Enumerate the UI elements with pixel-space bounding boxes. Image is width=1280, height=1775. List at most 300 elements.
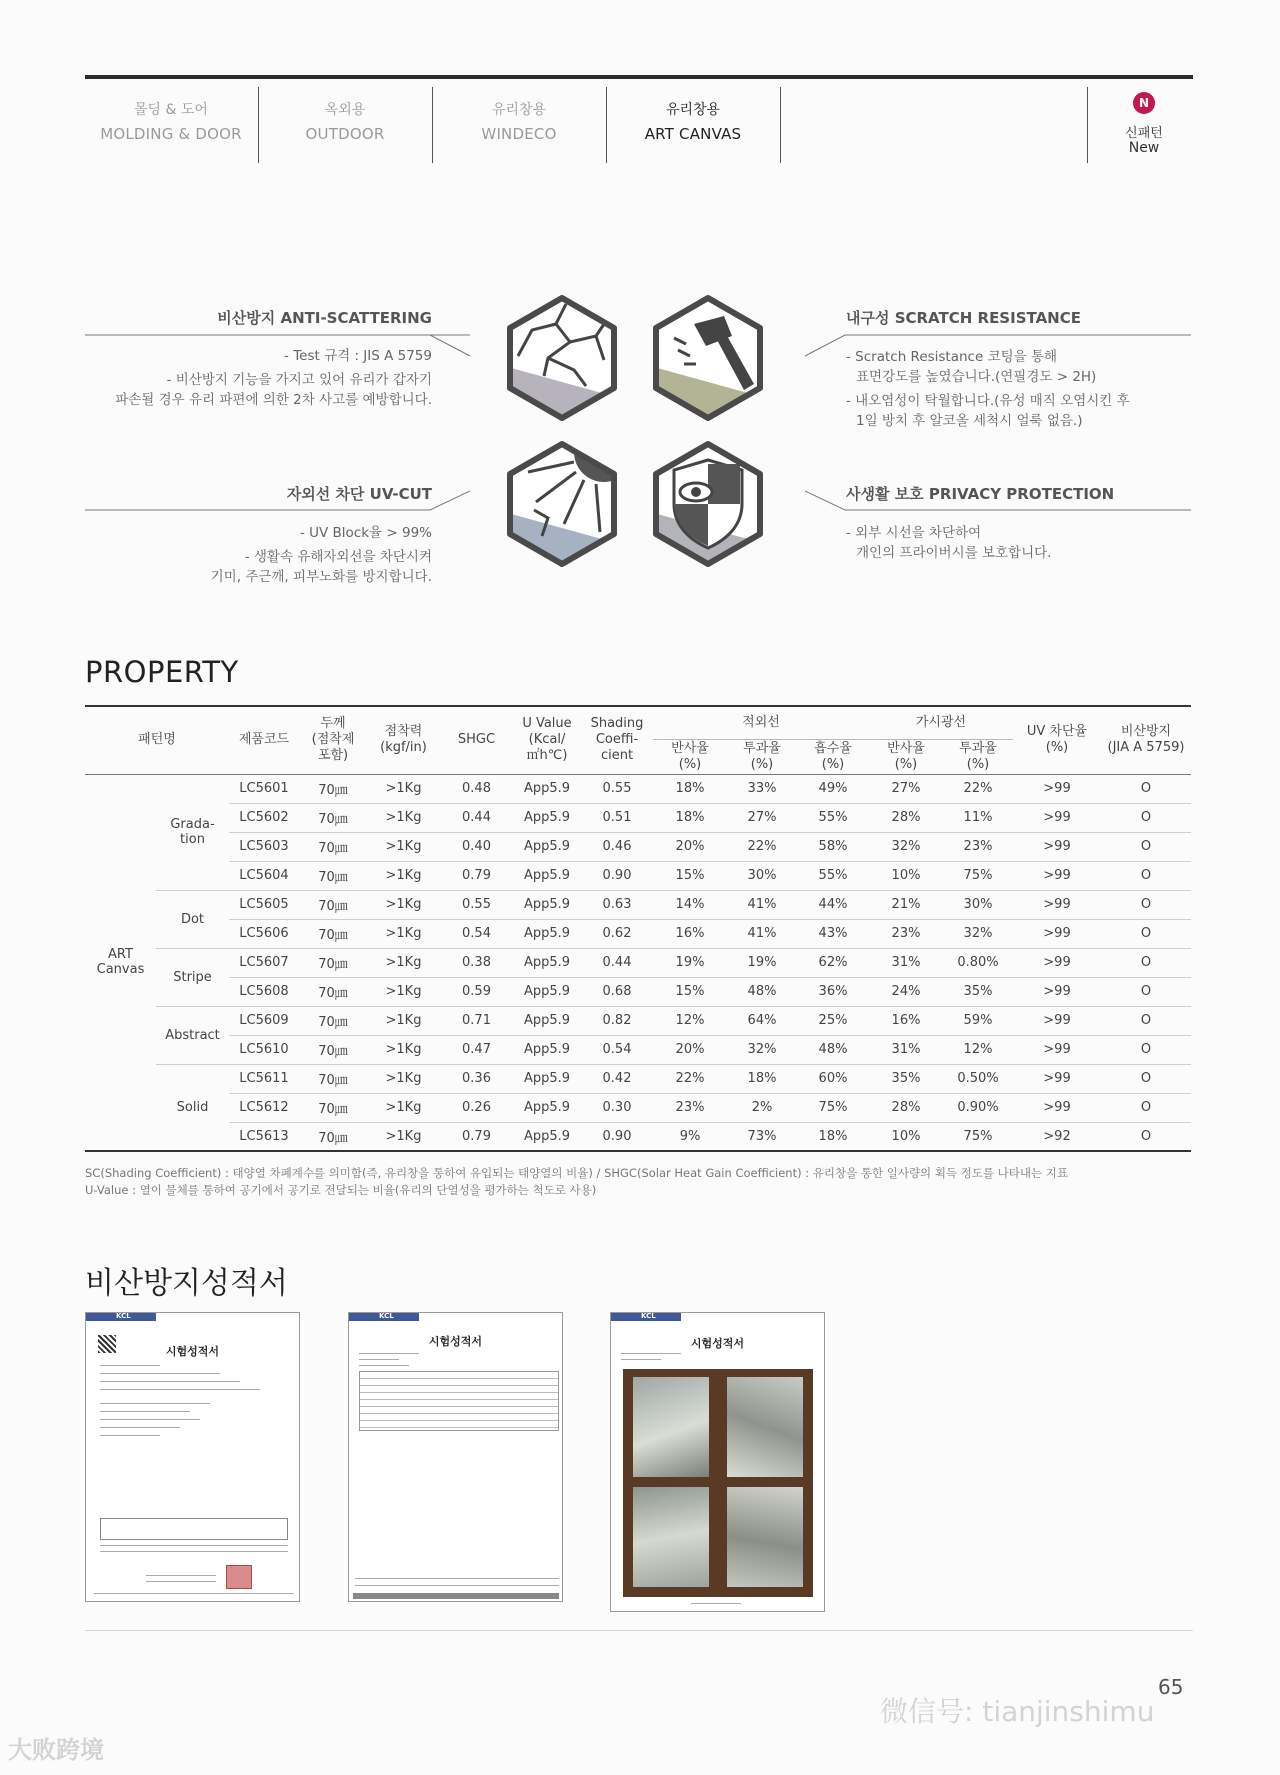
table-cell: 35%: [943, 977, 1013, 1006]
tab-label-en: ART CANVAS: [644, 125, 742, 143]
feature-title-uv-cut: 자외선 차단 UV-CUT: [286, 485, 432, 503]
feature-title-anti-scattering: 비산방지 ANTI-SCATTERING: [217, 309, 432, 327]
table-cell: 70㎛: [299, 1122, 367, 1151]
table-cell: >1Kg: [367, 948, 440, 977]
header-text: U Value: [522, 716, 572, 732]
table-cell: >92: [1013, 1122, 1101, 1151]
table-cell: 55%: [797, 861, 869, 890]
doc-line: [100, 1551, 288, 1552]
col-header-ir-reflect: [653, 739, 727, 774]
table-cell: >99: [1013, 919, 1101, 948]
col-group-infrared: [653, 706, 869, 739]
header-text: cient: [600, 748, 634, 764]
header-text: ㎡h℃): [526, 748, 568, 764]
table-cell: 27%: [869, 774, 943, 803]
table-cell: LC5602: [229, 803, 299, 832]
test-photo: [727, 1487, 803, 1587]
table-cell: 62%: [797, 948, 869, 977]
header-text: 두께: [320, 716, 346, 732]
table-cell: 28%: [869, 803, 943, 832]
table-cell: LC5603: [229, 832, 299, 861]
table-cell: App5.9: [513, 977, 581, 1006]
feature-desc-anti-scattering: [115, 346, 432, 410]
tab-art-canvas[interactable]: [607, 87, 779, 163]
col-header-thickness: [299, 706, 367, 774]
table-row: [85, 774, 1191, 803]
table-cell: LC5606: [229, 919, 299, 948]
tab-molding-door[interactable]: [85, 87, 257, 163]
table-cell: O: [1101, 832, 1191, 861]
new-pattern-label-en[interactable]: New: [1128, 140, 1160, 156]
table-cell: 43%: [797, 919, 869, 948]
pattern-group-label: tion: [180, 832, 205, 847]
table-footnotes: [85, 1165, 1068, 1199]
category-cell: [85, 774, 156, 1151]
sun-uv-icon: [504, 440, 620, 568]
certificate-logo: KCL: [379, 1312, 394, 1320]
table-cell: 0.26: [440, 1093, 513, 1122]
table-cell: 0.55: [440, 890, 513, 919]
tab-label-ko: 몰딩 & 도어: [134, 102, 208, 118]
table-cell: App5.9: [513, 1093, 581, 1122]
header-text: (%): [894, 756, 918, 772]
table-cell: 23%: [653, 1093, 727, 1122]
table-cell: 0.68: [581, 977, 653, 1006]
table-cell: 22%: [653, 1064, 727, 1093]
doc-line: [100, 1373, 220, 1374]
table-cell: App5.9: [513, 774, 581, 803]
header-text: (%): [966, 756, 990, 772]
pattern-group-cell: [156, 774, 229, 890]
tab-divider: [1087, 87, 1088, 163]
table-cell: >1Kg: [367, 1035, 440, 1064]
col-header-ir-absorb: [797, 739, 869, 774]
table-row: [85, 890, 1191, 919]
table-cell: >1Kg: [367, 803, 440, 832]
table-cell: 58%: [797, 832, 869, 861]
table-cell: 33%: [727, 774, 797, 803]
col-group-visible: [869, 706, 1013, 739]
pattern-group-label: Stripe: [173, 969, 212, 985]
certificate-thumbnail-3[interactable]: [610, 1312, 825, 1612]
pattern-group-cell: [156, 1006, 229, 1064]
table-cell: 9%: [653, 1122, 727, 1151]
table-cell: 0.71: [440, 1006, 513, 1035]
table-cell: LC5611: [229, 1064, 299, 1093]
table-cell: O: [1101, 1064, 1191, 1093]
certificate-logo: KCL: [641, 1312, 656, 1320]
property-table: [85, 705, 1191, 1152]
pattern-group-label: Abstract: [165, 1027, 220, 1043]
table-cell: 0.50%: [943, 1064, 1013, 1093]
table-cell: App5.9: [513, 803, 581, 832]
col-header-shgc: [440, 706, 513, 774]
pattern-group-cell: [156, 948, 229, 1006]
header-text: (%): [821, 756, 845, 772]
certificate-thumbnail-2[interactable]: [348, 1312, 563, 1602]
doc-line: [100, 1389, 260, 1390]
table-cell: 11%: [943, 803, 1013, 832]
table-cell: 10%: [869, 1122, 943, 1151]
table-cell: 32%: [727, 1035, 797, 1064]
table-cell: 32%: [943, 919, 1013, 948]
table-cell: 70㎛: [299, 861, 367, 890]
doc-line: [359, 1359, 399, 1360]
table-cell: 12%: [943, 1035, 1013, 1064]
feature-desc-line: - 생활속 유해자외선을 차단시켜: [244, 549, 432, 565]
pattern-group-label: Dot: [180, 911, 205, 927]
doc-line: [100, 1403, 210, 1404]
table-cell: 70㎛: [299, 803, 367, 832]
table-cell: O: [1101, 890, 1191, 919]
col-header-code: [229, 706, 299, 774]
table-cell: 0.42: [581, 1064, 653, 1093]
table-cell: 0.82: [581, 1006, 653, 1035]
doc-line: [359, 1353, 419, 1354]
results-table: [359, 1371, 559, 1431]
table-cell: 0.55: [581, 774, 653, 803]
table-cell: O: [1101, 1006, 1191, 1035]
category-label: ART: [108, 947, 133, 963]
table-cell: 2%: [727, 1093, 797, 1122]
table-cell: App5.9: [513, 919, 581, 948]
pattern-group-label: Grada-: [170, 817, 215, 832]
doc-line: [691, 1603, 741, 1604]
table-cell: 70㎛: [299, 1006, 367, 1035]
table-cell: >99: [1013, 774, 1101, 803]
table-cell: O: [1101, 948, 1191, 977]
feature-title-privacy-protection: 사생활 보호 PRIVACY PROTECTION: [846, 485, 1115, 503]
tab-divider: [780, 87, 781, 163]
tab-label-en: WINDECO: [481, 125, 557, 143]
table-cell: 60%: [797, 1064, 869, 1093]
pattern-group-label: Solid: [176, 1099, 209, 1115]
table-cell: 0.36: [440, 1064, 513, 1093]
table-cell: LC5605: [229, 890, 299, 919]
col-header-vis-transmit: [943, 739, 1013, 774]
table-cell: >1Kg: [367, 1093, 440, 1122]
table-cell: 0.46: [581, 832, 653, 861]
table-cell: O: [1101, 919, 1191, 948]
section-heading-certificates: 비산방지성적서: [85, 1266, 288, 1301]
signature-table: [100, 1518, 288, 1540]
table-cell: 0.63: [581, 890, 653, 919]
table-cell: 0.79: [440, 1122, 513, 1151]
table-cell: 75%: [943, 861, 1013, 890]
table-cell: 30%: [727, 861, 797, 890]
table-cell: >99: [1013, 1006, 1101, 1035]
table-cell: 70㎛: [299, 832, 367, 861]
doc-line: [146, 1581, 216, 1582]
official-seal-icon: [226, 1565, 252, 1589]
table-cell: 55%: [797, 803, 869, 832]
table-cell: 23%: [869, 919, 943, 948]
tab-label-ko: 유리창용: [665, 102, 721, 118]
feature-desc-line: - UV Block율 > 99%: [299, 525, 432, 541]
table-cell: 12%: [653, 1006, 727, 1035]
table-cell: LC5604: [229, 861, 299, 890]
col-header-vis-reflect: [869, 739, 943, 774]
doc-line: [100, 1381, 240, 1382]
feature-desc-uv-cut: [211, 523, 432, 587]
table-cell: 22%: [727, 832, 797, 861]
table-cell: App5.9: [513, 1064, 581, 1093]
table-cell: 28%: [869, 1093, 943, 1122]
table-cell: 70㎛: [299, 774, 367, 803]
certificate-thumbnail-1[interactable]: [85, 1312, 300, 1602]
table-row: [85, 1064, 1191, 1093]
table-cell: 19%: [727, 948, 797, 977]
certificate-title: 시험성적서: [690, 1337, 745, 1350]
feature-desc-line: 1일 방치 후 알코올 세척시 얼룩 없음.): [856, 413, 1083, 429]
col-header-anti-scatter: [1101, 706, 1191, 774]
table-cell: 36%: [797, 977, 869, 1006]
table-cell: 31%: [869, 1035, 943, 1064]
header-text: SHGC: [457, 732, 496, 748]
table-cell: >99: [1013, 948, 1101, 977]
doc-line: [100, 1419, 200, 1420]
header-text: 투과율: [743, 740, 781, 756]
feature-desc-line: - 비산방지 기능을 가지고 있어 유리가 갑자기: [166, 372, 432, 388]
header-text: Shading: [590, 716, 644, 732]
table-cell: 20%: [653, 1035, 727, 1064]
header-text: UV 차단율: [1026, 724, 1088, 740]
test-photo: [633, 1377, 709, 1477]
test-photo: [727, 1377, 803, 1477]
table-cell: 18%: [797, 1122, 869, 1151]
table-cell: 0.90: [581, 1122, 653, 1151]
table-cell: O: [1101, 774, 1191, 803]
table-cell: 0.38: [440, 948, 513, 977]
col-header-pattern: [85, 706, 229, 774]
table-cell: 48%: [727, 977, 797, 1006]
table-cell: 75%: [797, 1093, 869, 1122]
doc-line: [359, 1365, 409, 1366]
feature-desc-scratch: [846, 347, 1130, 431]
table-cell: 70㎛: [299, 1064, 367, 1093]
doc-line: [355, 1578, 559, 1579]
table-cell: >1Kg: [367, 832, 440, 861]
header-text: (%): [750, 756, 774, 772]
header-text: 흡수율: [814, 740, 852, 756]
table-cell: O: [1101, 1035, 1191, 1064]
table-cell: >1Kg: [367, 1006, 440, 1035]
header-text: 제품코드: [238, 732, 290, 748]
footnote-line: SC(Shading Coefficient) : 태양열 차폐계수를 의미함(즉, 유리창을 통하여 유입되는 태양열의 비율) / SHGC(Solar Heat Gain Coefficient) : 유리창을 통한 일사량의 획득 정도를 나타내는 지표: [85, 1166, 1068, 1180]
cracked-glass-icon: [504, 294, 620, 422]
table-cell: LC5612: [229, 1093, 299, 1122]
table-cell: >1Kg: [367, 1064, 440, 1093]
col-header-adhesion: [367, 706, 440, 774]
table-cell: 0.80%: [943, 948, 1013, 977]
table-cell: 21%: [869, 890, 943, 919]
table-cell: LC5607: [229, 948, 299, 977]
table-cell: O: [1101, 977, 1191, 1006]
table-cell: 0.59: [440, 977, 513, 1006]
table-cell: 15%: [653, 861, 727, 890]
table-cell: 0.30: [581, 1093, 653, 1122]
table-cell: >99: [1013, 977, 1101, 1006]
table-cell: 0.54: [440, 919, 513, 948]
table-cell: 32%: [869, 832, 943, 861]
table-cell: 19%: [653, 948, 727, 977]
header-text: (Kcal/: [528, 732, 566, 748]
doc-line: [100, 1411, 190, 1412]
hammer-icon: [650, 294, 766, 422]
table-row: [85, 1093, 1191, 1122]
certificate-logo: KCL: [116, 1312, 131, 1320]
test-photo: [633, 1487, 709, 1587]
col-header-uv-block: [1013, 706, 1101, 774]
header-text: 반사율: [887, 740, 925, 756]
table-cell: LC5609: [229, 1006, 299, 1035]
doc-line: [100, 1365, 160, 1366]
page-number: 65: [1158, 1675, 1184, 1699]
table-cell: >99: [1013, 1035, 1101, 1064]
table-cell: App5.9: [513, 832, 581, 861]
feature-desc-line: - 내오염성이 탁월합니다.(유성 매직 오염시킨 후: [846, 393, 1130, 409]
table-cell: 18%: [653, 774, 727, 803]
table-cell: 18%: [727, 1064, 797, 1093]
table-cell: App5.9: [513, 1035, 581, 1064]
table-cell: 18%: [653, 803, 727, 832]
table-cell: O: [1101, 803, 1191, 832]
table-cell: O: [1101, 1122, 1191, 1151]
table-cell: 41%: [727, 919, 797, 948]
eye-privacy-icon: [650, 440, 766, 568]
table-cell: >99: [1013, 803, 1101, 832]
table-cell: >99: [1013, 832, 1101, 861]
new-badge-icon: N: [1133, 92, 1155, 114]
header-text: (kgf/in): [380, 740, 427, 756]
feature-desc-line: - Test 규격 : JIS A 5759: [284, 348, 432, 364]
pattern-group-cell: [156, 1064, 229, 1151]
header-text: 가시광선: [915, 714, 967, 730]
doc-line: [100, 1435, 160, 1436]
table-cell: App5.9: [513, 861, 581, 890]
table-cell: 0.90%: [943, 1093, 1013, 1122]
doc-line: [100, 1427, 180, 1428]
table-cell: 16%: [653, 919, 727, 948]
doc-line: [100, 1545, 288, 1546]
feature-desc-line: 표면강도를 높였습니다.(연필경도 > 2H): [856, 369, 1097, 385]
section-heading-property: PROPERTY: [85, 655, 239, 689]
table-cell: 22%: [943, 774, 1013, 803]
tab-label-en: MOLDING & DOOR: [100, 125, 242, 143]
table-cell: 73%: [727, 1122, 797, 1151]
category-nav: [85, 79, 1193, 163]
table-cell: O: [1101, 861, 1191, 890]
table-cell: >1Kg: [367, 890, 440, 919]
table-cell: LC5610: [229, 1035, 299, 1064]
feature-desc-line: - 외부 시선을 차단하여: [846, 525, 982, 541]
table-cell: >1Kg: [367, 977, 440, 1006]
table-cell: 70㎛: [299, 1093, 367, 1122]
brand-watermark: 大败跨境: [8, 1736, 104, 1764]
table-cell: 20%: [653, 832, 727, 861]
table-cell: 35%: [869, 1064, 943, 1093]
table-cell: 41%: [727, 890, 797, 919]
table-cell: 30%: [943, 890, 1013, 919]
table-cell: 0.44: [581, 948, 653, 977]
header-text: (점착제: [311, 732, 355, 748]
header-text: 포함): [317, 748, 349, 764]
feature-desc-line: 파손될 경우 유리 파편에 의한 2차 사고를 예방합니다.: [115, 392, 432, 408]
table-cell: LC5601: [229, 774, 299, 803]
table-cell: 0.51: [581, 803, 653, 832]
new-pattern-label[interactable]: 신패턴: [1125, 126, 1163, 141]
table-cell: 70㎛: [299, 890, 367, 919]
col-header-ir-transmit: [727, 739, 797, 774]
feature-desc-line: - Scratch Resistance 코팅을 통해: [846, 349, 1058, 365]
table-cell: 64%: [727, 1006, 797, 1035]
table-cell: >1Kg: [367, 919, 440, 948]
table-cell: LC5613: [229, 1122, 299, 1151]
feature-desc-privacy: [846, 523, 1051, 563]
table-cell: >1Kg: [367, 861, 440, 890]
header-text: (JIA A 5759): [1107, 740, 1185, 756]
header-text: 반사율: [671, 740, 709, 756]
table-cell: 0.79: [440, 861, 513, 890]
feature-rule: [805, 490, 1191, 512]
doc-line: [621, 1353, 681, 1354]
table-cell: O: [1101, 1093, 1191, 1122]
table-row: [85, 948, 1191, 977]
table-cell: 0.40: [440, 832, 513, 861]
table-row: [85, 977, 1191, 1006]
tab-label-ko: 유리창용: [491, 102, 547, 118]
doc-line: [355, 1585, 559, 1586]
table-row: [85, 1035, 1191, 1064]
table-cell: >1Kg: [367, 1122, 440, 1151]
table-cell: >99: [1013, 1064, 1101, 1093]
header-text: (%): [678, 756, 702, 772]
test-photos: [623, 1369, 813, 1597]
feature-rule: [85, 490, 470, 512]
tab-outdoor[interactable]: [259, 87, 431, 163]
certificate-title: 시험성적서: [165, 1345, 220, 1358]
tab-windeco[interactable]: [433, 87, 605, 163]
table-cell: 25%: [797, 1006, 869, 1035]
table-cell: >99: [1013, 1093, 1101, 1122]
table-cell: 70㎛: [299, 977, 367, 1006]
category-label: Canvas: [96, 962, 145, 978]
certificate-title: 시험성적서: [428, 1335, 483, 1348]
table-row: [85, 1122, 1191, 1151]
bottom-rule: [85, 1630, 1193, 1631]
table-cell: App5.9: [513, 890, 581, 919]
table-row: [85, 919, 1191, 948]
footer-bar: [353, 1593, 559, 1599]
table-cell: 70㎛: [299, 1035, 367, 1064]
col-header-shading: [581, 706, 653, 774]
header-text: 패턴명: [138, 732, 176, 748]
table-cell: 0.48: [440, 774, 513, 803]
table-row: [85, 861, 1191, 890]
table-cell: 31%: [869, 948, 943, 977]
table-cell: 14%: [653, 890, 727, 919]
doc-line: [146, 1575, 216, 1576]
header-text: 적외선: [742, 714, 780, 730]
footnote-line: U-Value : 열이 물체를 통하여 공기에서 공기로 전달되는 비율(유리의 단열성을 평가하는 척도로 사용): [85, 1183, 597, 1197]
table-cell: App5.9: [513, 1006, 581, 1035]
table-cell: 70㎛: [299, 948, 367, 977]
table-cell: 48%: [797, 1035, 869, 1064]
property-table-body: [85, 774, 1191, 1151]
header-text: (%): [1045, 740, 1069, 756]
table-cell: 0.44: [440, 803, 513, 832]
table-cell: 0.47: [440, 1035, 513, 1064]
